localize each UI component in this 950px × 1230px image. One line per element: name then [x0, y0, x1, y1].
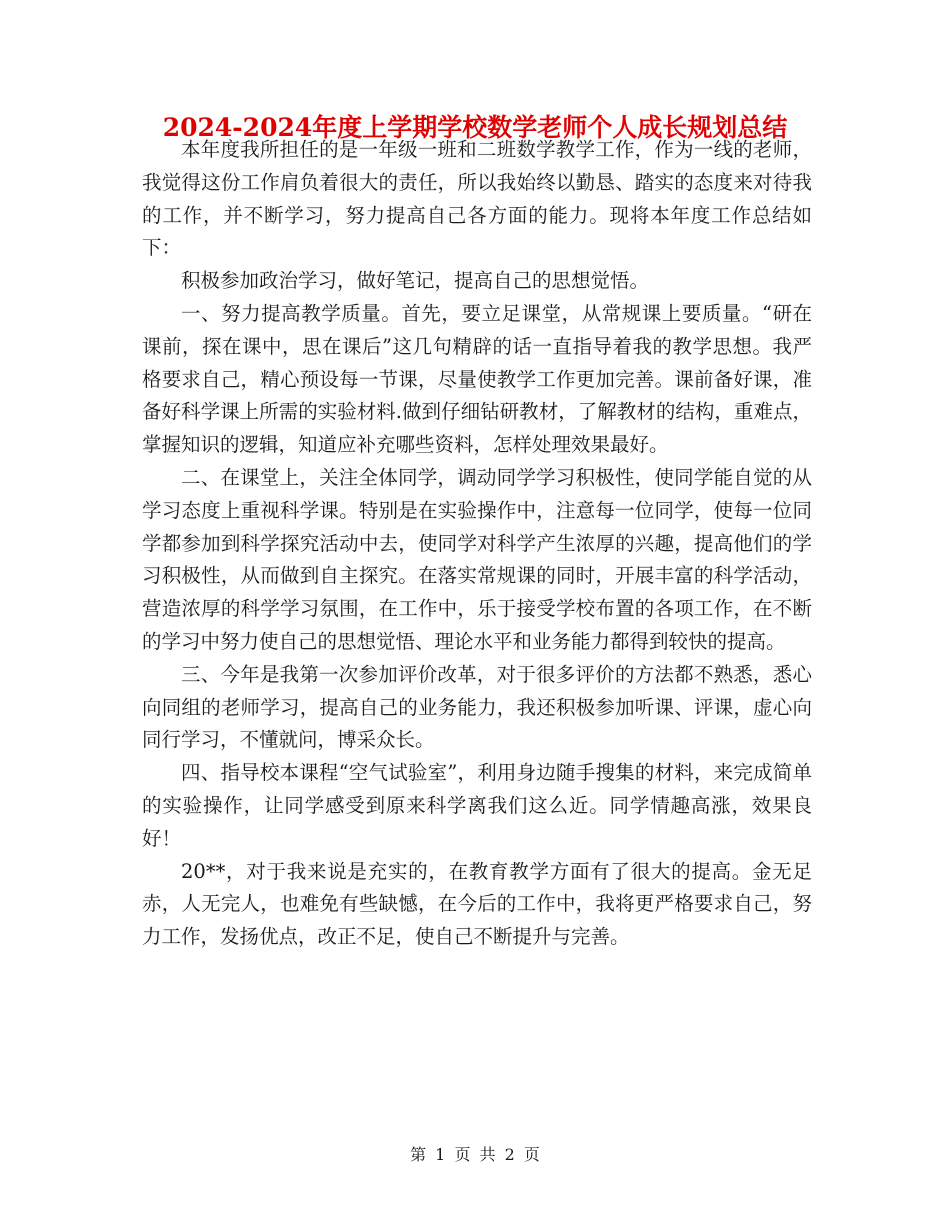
paragraph-political-study: 积极参加政治学习，做好笔记，提高自己的思想觉悟。 — [181, 269, 650, 293]
paragraph-section-four: 四、指导校本课程“空气试验室”，利用身边随手搜集的材料，来完成简单的实验操作，让同学感受到原来科学离我们这么近。同学情趣高涨，效果良好！ — [142, 761, 812, 850]
page-number-footer: 第 1 页 共 2 页 — [410, 1145, 540, 1164]
document-title: 2024-2024年度上学期学校数学老师个人成长规划总结 — [162, 113, 788, 142]
paragraph-intro: 本年度我所担任的是一年级一班和二班数学教学工作，作为一线的老师，我觉得这份工作肩负着很大的责任，所以我始终以勤恳、踏实的态度来对待我的工作，并不断学习，努力提高自己各方面的能力。现将本年度工作总结如下： — [142, 138, 812, 260]
document-body — [142, 134, 812, 954]
paragraph-section-three: 三、今年是我第一次参加评价改革，对于很多评价的方法都不熟悉，悉心向同组的老师学习，提高自己的业务能力，我还积极参加听课、评课，虚心向同行学习，不懂就问，博采众长。 — [142, 662, 812, 752]
paragraph-section-two: 二、在课堂上，关注全体同学，调动同学学习积极性，使同学能自觉的从学习态度上重视科学课。特别是在实验操作中，注意每一位同学，使每一位同学都参加到科学探究活动中去，使同学对科学产生浓厚的兴趣，提高他们的学习积极性，从而做到自主探究。在落实常规课的同时，开展丰富的科学活动，营造浓厚的科学学习氛围，在工作中，乐于接受学校布置的各项工作，在不断的学习中努力使自己的思想觉悟、理论水平和业务能力都得到较快的提高。 — [142, 465, 812, 653]
paragraph-section-one: 一、努力提高教学质量。首先，要立足课堂，从常规课上要质量。“研在课前，探在课中，思在课后”这几句精辟的话一直指导着我的教学思想。我严格要求自己，精心预设每一节课，尽量使教学工作更加完善。课前备好课，准备好科学课上所需的实验材料.做到仔细钻研教材，了解教材的结构，重难点，掌握知识的逻辑，知道应补充哪些资料，怎样处理效果最好。 — [142, 301, 812, 457]
paragraph-conclusion: 20**，对于我来说是充实的，在教育教学方面有了很大的提高。金无足赤，人无完人，也难免有些缺憾，在今后的工作中，我将更严格要求自己，努力工作，发扬优点，改正不足，使自己不断提升与完善。 — [142, 859, 812, 949]
